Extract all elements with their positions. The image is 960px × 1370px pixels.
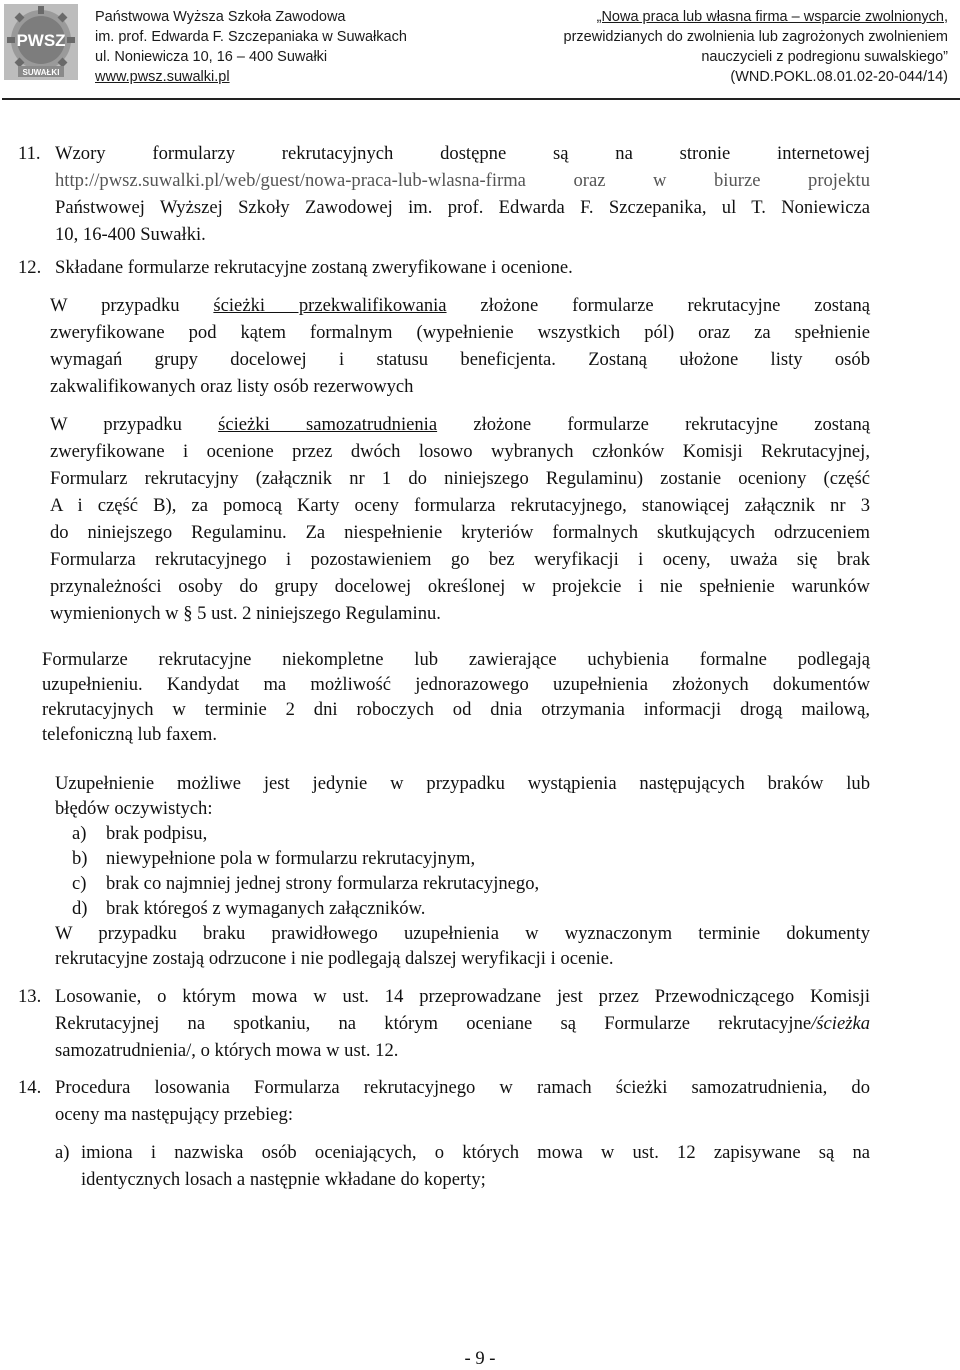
list-marker: a)	[72, 823, 87, 844]
text-line: samozatrudnienia/, o których mowa w ust. 12.	[55, 1040, 399, 1061]
logo-subtext: SUWAŁKI	[22, 68, 60, 77]
item-number: 11.	[18, 143, 41, 164]
list-text: brak co najmniej jednej strony formularza rekrutacyjnego,	[106, 873, 540, 894]
paragraph-incomplete	[42, 647, 870, 747]
paragraph-rejection	[55, 921, 870, 971]
project-title	[564, 7, 948, 87]
text-line	[55, 1010, 870, 1037]
text-line: wymienionych w § 5 ust. 2 niniejszego Regulaminu.	[50, 603, 441, 624]
list-marker: d)	[72, 898, 88, 919]
text-line: A i część B), za pomocą Karty oceny formularza rekrutacyjnego, stanowiącej załącznik nr 3	[50, 495, 870, 516]
text-line: wymagań grupy docelowej i statusu beneficjenta. Zostaną ułożone listy osób	[50, 349, 870, 370]
italic-term: /ścieżka	[811, 1013, 870, 1034]
project-title-line: nauczycieli z podregionu suwalskiego”	[701, 49, 948, 65]
text-line: Formularz rekrutacyjny (załącznik nr 1 do niniejszego Regulaminu) zostanie oceniony (część	[50, 468, 870, 489]
text-span: W przypadku	[50, 295, 214, 316]
text-line: zweryfikowane i ocenione przez dwóch losowo wybranych członków Komisji Rekrutacyjnej,	[50, 441, 870, 462]
text-line: Formularza rekrutacyjnego i pozostawieniem go bez weryfikacji i oceny, uważa się brak	[50, 549, 870, 570]
text-line: zakwalifikowanych oraz listy osób rezerwowych	[50, 376, 414, 397]
list-marker: c)	[72, 873, 87, 894]
text-line: rekrutacyjne zostają odrzucone i nie podlegają dalszej weryfikacji i ocenie.	[55, 948, 614, 969]
text-line: rekrutacyjnych w terminie 2 dni roboczych od dnia otrzymania informacji drogą mailową,	[42, 699, 870, 720]
text-line: Formularze rekrutacyjne niekompletne lub zawierające uchybienia formalne podlegają	[42, 649, 870, 670]
text-line: Państwowej Wyższej Szkoły Zawodowej im. prof. Edwarda F. Szczepanika, ul T. Noniewicza	[55, 197, 870, 218]
text-span: W przypadku	[50, 414, 219, 435]
logo-emblem	[4, 4, 78, 80]
text-line	[50, 292, 870, 319]
page-header	[0, 0, 960, 100]
list-item	[72, 896, 870, 921]
list-text: niewypełnione pola w formularzu rekrutacyjnym,	[106, 848, 476, 869]
header-divider	[2, 98, 960, 100]
project-code: (WND.POKL.08.01.02-20-044/14)	[730, 69, 948, 85]
underlined-term: ścieżki samozatrudnienia	[218, 414, 438, 435]
institution-address	[95, 7, 407, 87]
sub-item-marker: a)	[55, 1142, 70, 1163]
paragraph-requalification	[50, 292, 870, 400]
project-title-line: przewidzianych do zwolnienia lub zagrożonych zwolnieniem	[563, 29, 948, 45]
institution-patron: im. prof. Edwarda F. Szczepaniaka w Suwałkach	[95, 29, 407, 45]
underlined-term: ścieżki przekwalifikowania	[213, 295, 447, 316]
text-line: Wzory formularzy rekrutacyjnych dostępne są na stronie internetowej	[55, 143, 870, 164]
item-12	[55, 254, 870, 281]
text-line: Uzupełnienie możliwe jest jedynie w przypadku wystąpienia następujących braków lub	[55, 773, 870, 794]
paragraph-selfemployment	[50, 411, 870, 627]
page-number: - 9 -	[464, 1348, 496, 1369]
item-14	[55, 1074, 870, 1128]
item-13	[55, 983, 870, 1064]
text-line: błędów oczywistych:	[55, 798, 213, 819]
text-line: Składane formularze rekrutacyjne zostaną zweryfikowane i ocenione.	[55, 257, 573, 278]
project-link[interactable]: http://pwsz.suwalki.pl/web/guest/nowa-praca-lub-wlasna-firma oraz w biurze projektu	[55, 170, 870, 191]
text-span: Rekrutacyjnej na spotkaniu, na którym oceniane są Formularze rekrutacyjne	[55, 1013, 812, 1034]
institution-name: Państwowa Wyższa Szkoła Zawodowa	[95, 9, 346, 25]
text-line: Procedura losowania Formularza rekrutacyjnego w ramach ścieżki samozatrudnienia, do	[55, 1077, 870, 1098]
item-number: 13.	[18, 986, 42, 1007]
text-line: telefoniczną lub faxem.	[42, 724, 218, 745]
list-marker: b)	[72, 848, 88, 869]
paragraph-supplement	[55, 771, 870, 821]
institution-street: ul. Noniewicza 10, 16 – 400 Suwałki	[95, 49, 328, 65]
item-number: 14.	[18, 1077, 42, 1098]
text-line: do niniejszego Regulaminu. Za niespełnienie kryteriów formalnych skutkujących odrzuceniem	[50, 522, 870, 543]
text-line: identycznych losach a następnie wkładane do koperty;	[81, 1169, 486, 1190]
text-span: złożone formularze rekrutacyjne zostaną	[437, 414, 870, 435]
list-text: brak podpisu,	[106, 823, 208, 844]
text-span: złożone formularze rekrutacyjne zostaną	[446, 295, 870, 316]
text-line: Losowanie, o którym mowa w ust. 14 przeprowadzane jest przez Przewodniczącego Komisji	[55, 986, 870, 1007]
list-item	[72, 871, 870, 896]
text-line: oceny ma następujący przebieg:	[55, 1104, 293, 1125]
text-line: 10, 16-400 Suwałki.	[55, 224, 206, 245]
list-item	[72, 821, 870, 846]
text-line	[50, 411, 870, 438]
list-text: brak któregoś z wymaganych załączników.	[106, 898, 426, 919]
text-line: W przypadku braku prawidłowego uzupełnienia w wyznaczonym terminie dokumenty	[55, 923, 870, 944]
deficiency-list	[72, 821, 870, 921]
text-line: zweryfikowane pod kątem formalnym (wypełnienie wszystkich pól) oraz za spełnienie	[50, 322, 870, 343]
text-line	[55, 167, 870, 194]
text-line: przynależności osoby do grupy docelowej określonej w projekcie i nie spełnienie warunków	[50, 576, 870, 597]
project-title-line: „Nowa praca lub własna firma – wsparcie zwolnionych,	[596, 9, 948, 25]
text-line: uzupełnieniu. Kandydat ma możliwość jednorazowego uzupełnienia złożonych dokumentów	[42, 674, 870, 695]
item-11	[55, 140, 870, 248]
list-item	[72, 846, 870, 871]
item-14-sub-a	[81, 1139, 870, 1193]
institution-website[interactable]: www.pwsz.suwalki.pl	[95, 69, 230, 85]
text-line: imiona i nazwiska osób oceniających, o których mowa w ust. 12 zapisywane są na	[81, 1142, 870, 1163]
logo-text: PWSZ	[16, 31, 66, 50]
item-number: 12.	[18, 257, 42, 278]
university-logo	[4, 4, 78, 80]
